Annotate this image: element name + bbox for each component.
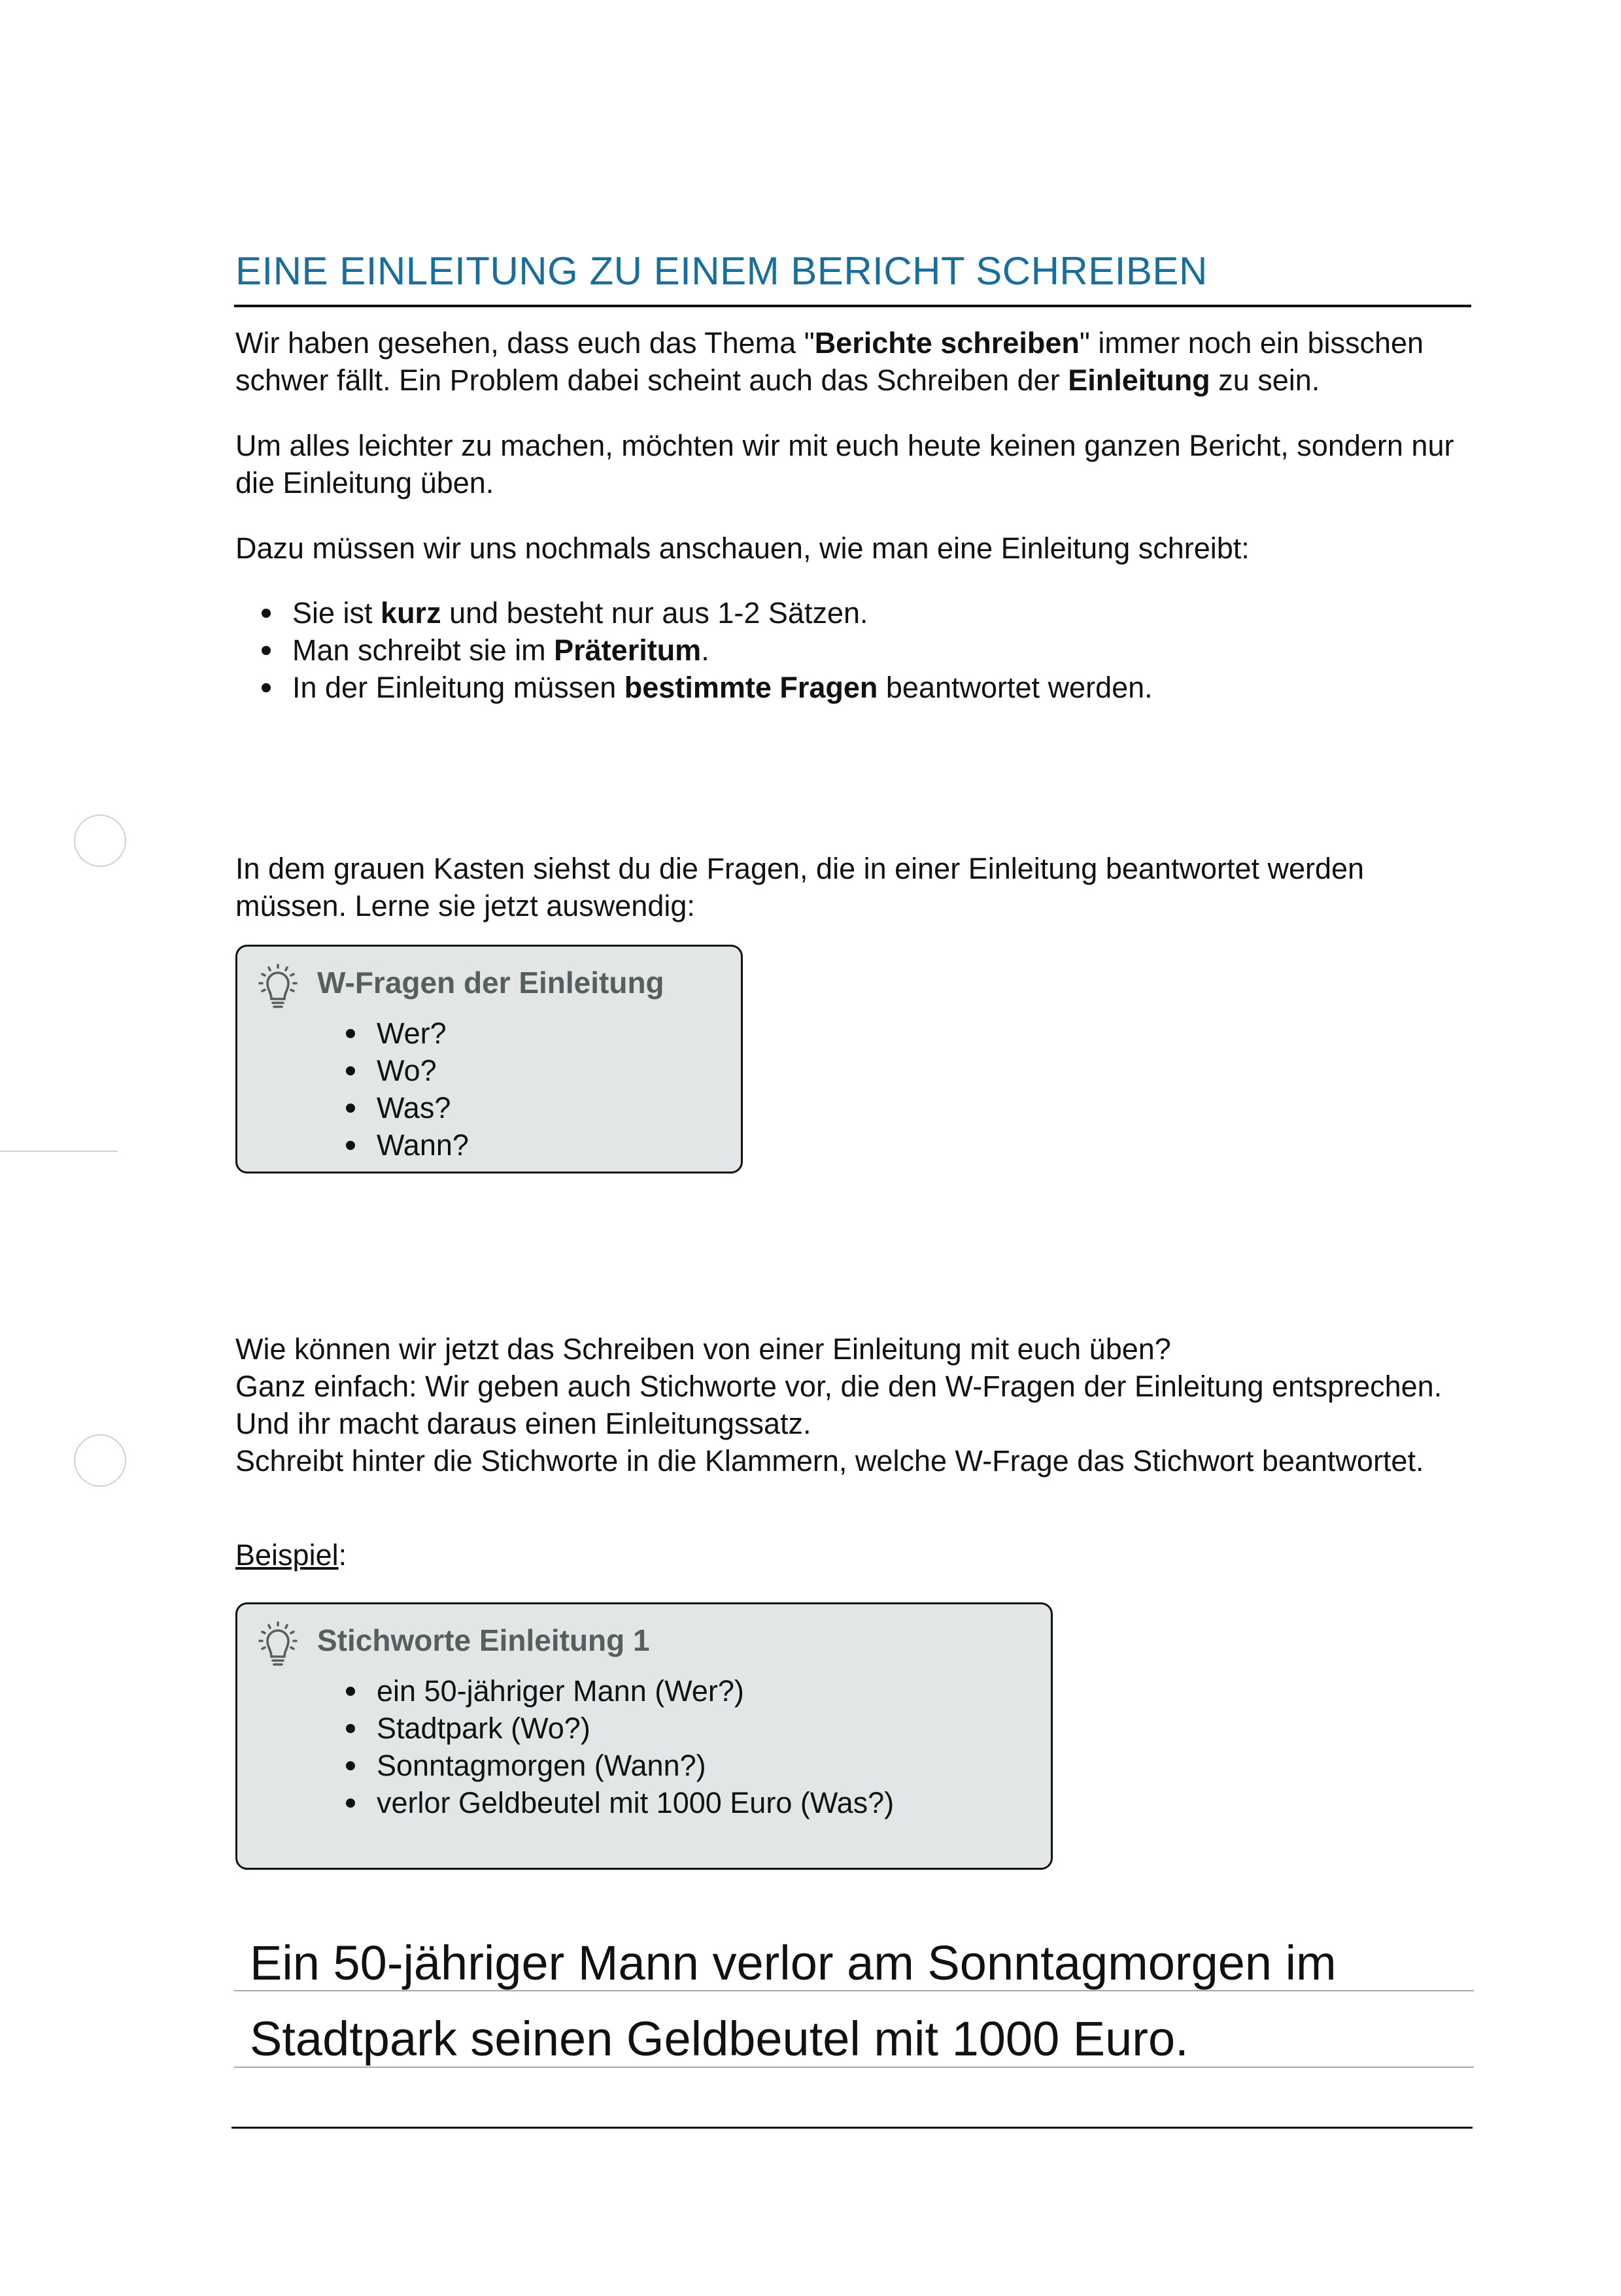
- paragraph-5: [235, 1330, 1478, 1479]
- paragraph-4: In dem grauen Kasten siehst du die Fragen, die in einer Einleitung beantwortet werden müssen. Lerne sie jetzt auswendig:: [235, 852, 1365, 922]
- section-end-divider: [231, 2127, 1473, 2129]
- lightbulb-icon: [257, 964, 299, 1011]
- list-item: Stadtpark (Wo?): [346, 1710, 894, 1747]
- writing-line: [234, 1990, 1474, 1991]
- bold-text: Einleitung: [1068, 363, 1210, 397]
- page-title: EINE EINLEITUNG ZU EINEM BERICHT SCHREIBEN: [235, 249, 1208, 293]
- paragraph-3: Dazu müssen wir uns nochmals anschauen, wie man eine Einleitung schreibt:: [235, 532, 1250, 565]
- list-item: Sie ist kurz und besteht nur aus 1-2 Sätzen.: [262, 594, 1153, 632]
- box-title: Stichworte Einleitung 1: [317, 1623, 650, 1657]
- writing-line: [234, 2067, 1474, 2068]
- text-line: Schreibt hinter die Stichworte in die Klammern, welche W-Frage das Stichwort beantwortet.: [235, 1444, 1424, 1477]
- list-item: In der Einleitung müssen bestimmte Fragen beantwortet werden.: [262, 669, 1153, 706]
- list-item: ein 50-jähriger Mann (Wer?): [346, 1672, 894, 1710]
- answer-line-2[interactable]: Stadtpark seinen Geldbeutel mit 1000 Euro.: [250, 2012, 1189, 2066]
- list-item: Sonntagmorgen (Wann?): [346, 1747, 894, 1784]
- keywords-box: [235, 1602, 1053, 1870]
- list-item: Wo?: [346, 1052, 469, 1089]
- margin-circle-marker: [74, 1434, 126, 1487]
- text: " immer noch ein bisschen schwer fällt. Ein Problem dabei scheint auch das Schreiben der: [235, 326, 1424, 397]
- margin-circle-marker: [74, 815, 126, 867]
- intro-paragraph: [235, 324, 1478, 399]
- box-title: W-Fragen der Einleitung: [317, 966, 664, 1000]
- list-item: verlor Geldbeutel mit 1000 Euro (Was?): [346, 1784, 894, 1821]
- margin-line: [0, 1151, 118, 1152]
- text-line: Und ihr macht daraus einen Einleitungssatz.: [235, 1407, 811, 1440]
- list-item: Was?: [346, 1089, 469, 1126]
- text: Wir haben gesehen, dass euch das Thema ": [235, 326, 815, 360]
- lightbulb-icon: [257, 1621, 299, 1668]
- w-questions-list: [346, 1015, 469, 1164]
- text-line: Ganz einfach: Wir geben auch Stichworte vor, die den W-Fragen der Einleitung entsprechen.: [235, 1370, 1442, 1403]
- list-item: Wann?: [346, 1126, 469, 1164]
- bold-text: Berichte schreiben: [814, 326, 1080, 360]
- keywords-list: [346, 1672, 894, 1821]
- w-questions-box: [235, 945, 743, 1173]
- rules-list: [262, 594, 1153, 706]
- text: zu sein.: [1210, 363, 1320, 397]
- text-line: Wie können wir jetzt das Schreiben von einer Einleitung mit euch üben?: [235, 1332, 1171, 1366]
- list-item: Wer?: [346, 1015, 469, 1052]
- example-label: Beispiel:: [235, 1538, 347, 1572]
- list-item: Man schreibt sie im Präteritum.: [262, 632, 1153, 669]
- title-divider: [234, 305, 1471, 307]
- paragraph-2: Um alles leichter zu machen, möchten wir mit euch heute keinen ganzen Bericht, sondern nur die Einleitung üben.: [235, 429, 1454, 499]
- answer-line-1[interactable]: Ein 50-jähriger Mann verlor am Sonntagmorgen im: [250, 1936, 1337, 1990]
